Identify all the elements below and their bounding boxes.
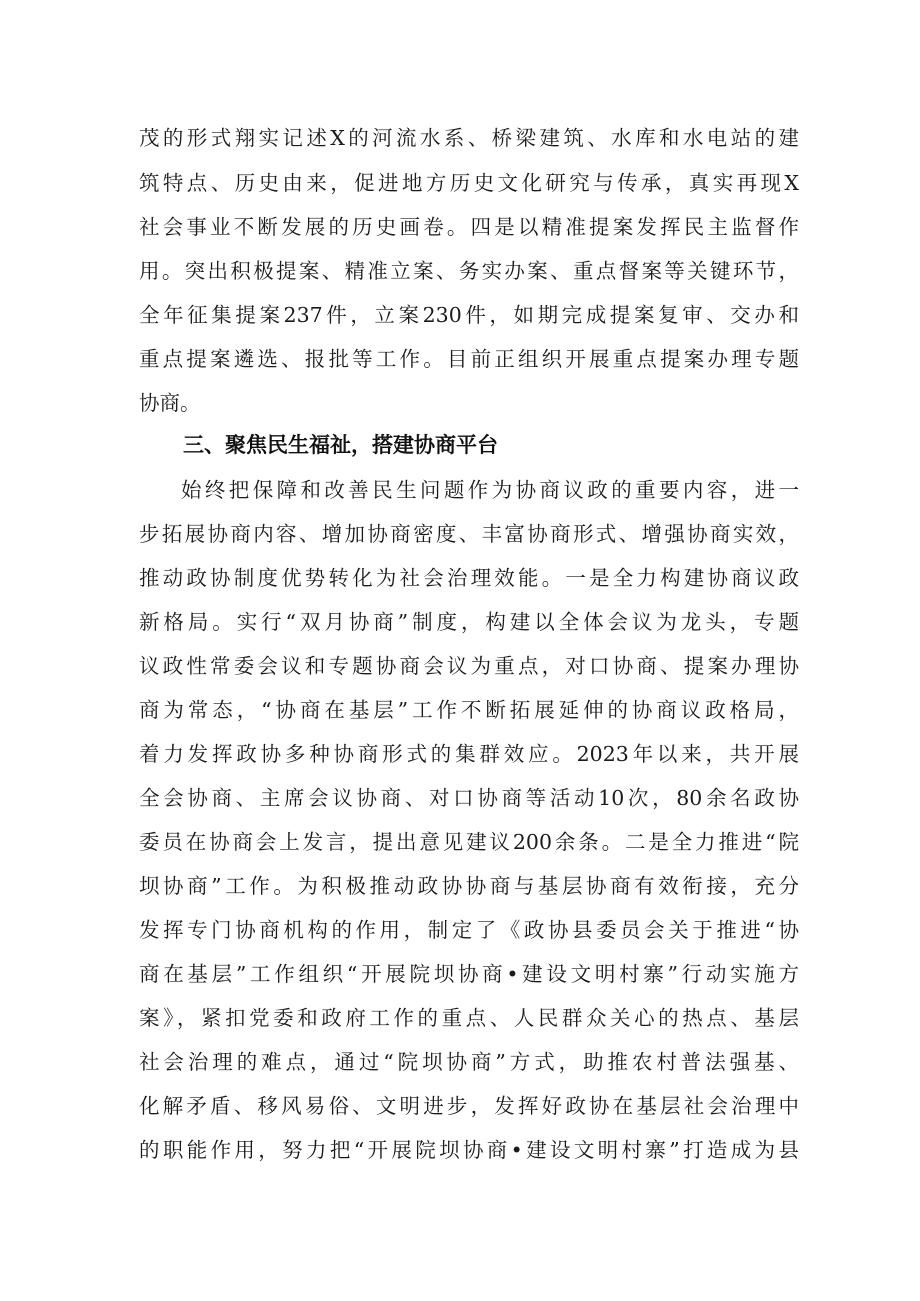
text-line: 社会事业不断发展的历史画卷。四是以精准提案发挥民主监督作: [139, 215, 799, 239]
text-line: 坝协商”工作。为积极推动政协协商与基层协商有效衔接，充分: [139, 874, 799, 898]
text-line: 用。突出积极提案、精准立案、务实办案、重点督案等关键环节，: [139, 259, 799, 283]
text-line: 协商。: [139, 391, 201, 415]
text-line: 推动政协制度优势转化为社会治理效能。一是全力构建协商议政: [139, 566, 799, 590]
text-line: 筑特点、历史由来，促进地方历史文化研究与传承，真实再现X: [139, 171, 799, 195]
text-line: 化解矛盾、移风易俗、文明进步，发挥好政协在基层社会治理中: [139, 1094, 799, 1118]
text-line: 新格局。实行“双月协商”制度，构建以全体会议为龙头，专题: [139, 610, 799, 634]
text-line: 茂的形式翔实记述X的河流水系、桥梁建筑、水库和水电站的建: [139, 126, 799, 150]
text-line: 全会协商、主席会议协商、对口协商等活动10次，80余名政协: [139, 786, 799, 810]
text-line: 着力发挥政协多种协商形式的集群效应。2023年以来，共开展: [139, 742, 799, 766]
text-line: 步拓展协商内容、增加协商密度、丰富协商形式、增强协商实效，: [139, 522, 799, 546]
text-line: 议政性常委会议和专题协商会议为重点，对口协商、提案办理协: [139, 654, 799, 678]
text-line: 商在基层”工作组织“开展院坝协商•建设文明村寨”行动实施方: [139, 962, 799, 986]
text-line: 全年征集提案237件，立案230件，如期完成提案复审、交办和: [139, 303, 799, 327]
text-line: 的职能作用，努力把“开展院坝协商•建设文明村寨”打造成为县: [139, 1138, 799, 1162]
text-line: 始终把保障和改善民生问题作为协商议政的重要内容，进一: [181, 478, 799, 502]
text-line: 商为常态，“协商在基层”工作不断拓展延伸的协商议政格局，: [139, 698, 799, 722]
section-heading: 三、聚焦民生福祉，搭建协商平台: [183, 433, 498, 457]
text-line: 发挥专门协商机构的作用，制定了《政协县委员会关于推进“协: [139, 918, 799, 942]
text-line: 社会治理的难点，通过“院坝协商”方式，助推农村普法强基、: [139, 1050, 799, 1074]
text-line: 委员在协商会上发言，提出意见建议200余条。二是全力推进“院: [139, 830, 799, 854]
text-line: 案》，紧扣党委和政府工作的重点、人民群众关心的热点、基层: [139, 1006, 799, 1030]
text-line: 重点提案遴选、报批等工作。目前正组织开展重点提案办理专题: [139, 347, 799, 371]
